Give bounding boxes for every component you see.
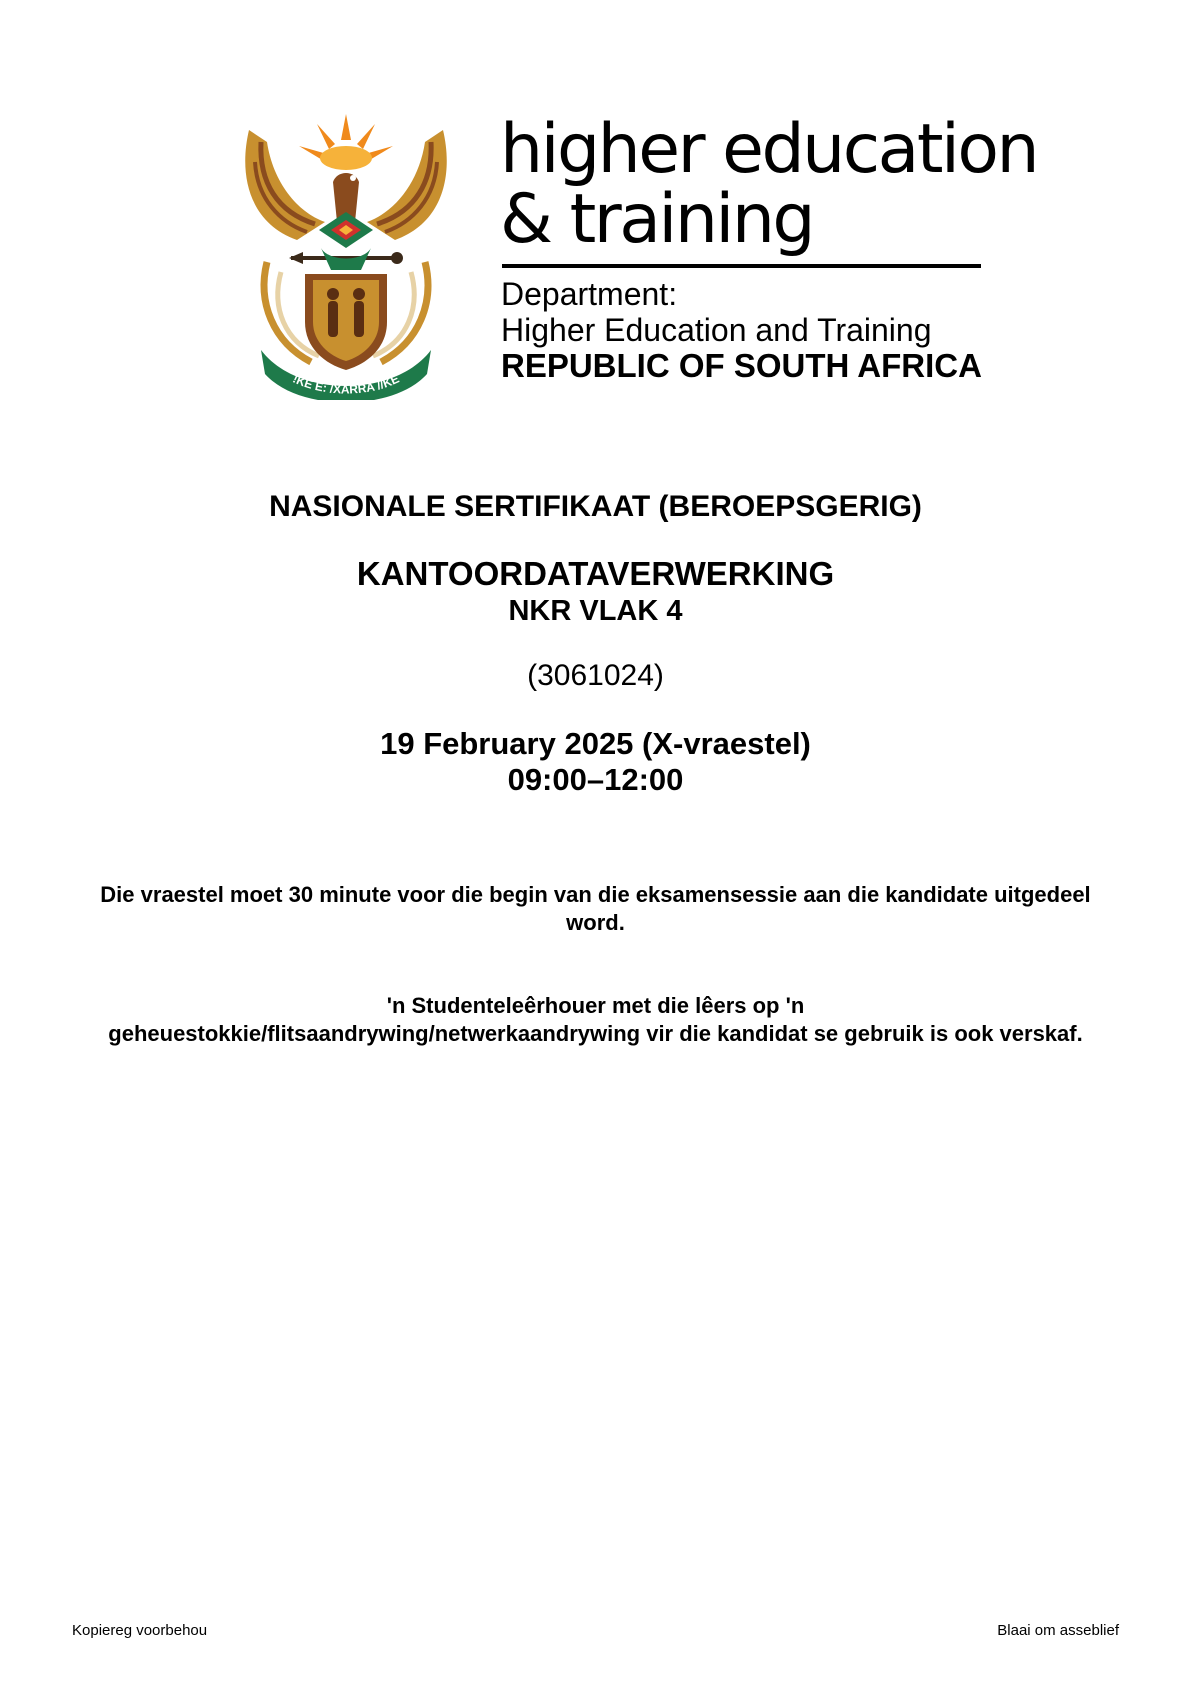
certificate-title: NASIONALE SERTIFIKAAT (BEROEPSGERIG) [269,490,922,523]
exam-date: 19 February 2025 (X-vraestel) [380,726,811,761]
turn-over-note: Blaai om asseblief [997,1622,1119,1639]
brand-wordmark [500,110,1038,259]
crest-motto: !KE E: /XARRA //KE [290,371,402,397]
brand-divider [502,264,981,268]
nqf-level: NKR VLAK 4 [508,595,683,627]
department-label: Department: [501,276,678,312]
exam-time: 09:00–12:00 [507,762,684,797]
copyright-note: Kopiereg voorbehou [72,1622,208,1639]
country-name: REPUBLIC OF SOUTH AFRICA [501,347,982,384]
subject-title: KANTOORDATAVERWERKING [356,555,835,592]
paper-code: (3061024) [527,659,664,692]
department-block [501,276,1021,384]
coat-of-arms-emblem [237,112,455,400]
department-name: Higher Education and Training [501,312,932,348]
instruction-paragraph-2-line-1: 'n Studenteleêrhouer met die lêers op 'n [386,993,805,1018]
brand-line-training: & training [500,180,814,259]
instruction-paragraph-2-line-2: geheuestokkie/flitsaandrywing/netwerkaandrywing vir die kandidat se gebruik is ook verskaf. [108,1021,1083,1046]
instruction-paragraph-1: Die vraestel moet 30 minute voor die begin van die eksamensessie aan die kandidate uitgedeel word. [100,882,1091,935]
instruction-paragraph-2 [70,992,1121,1048]
brand-line-higher-education: higher education [500,110,1038,189]
